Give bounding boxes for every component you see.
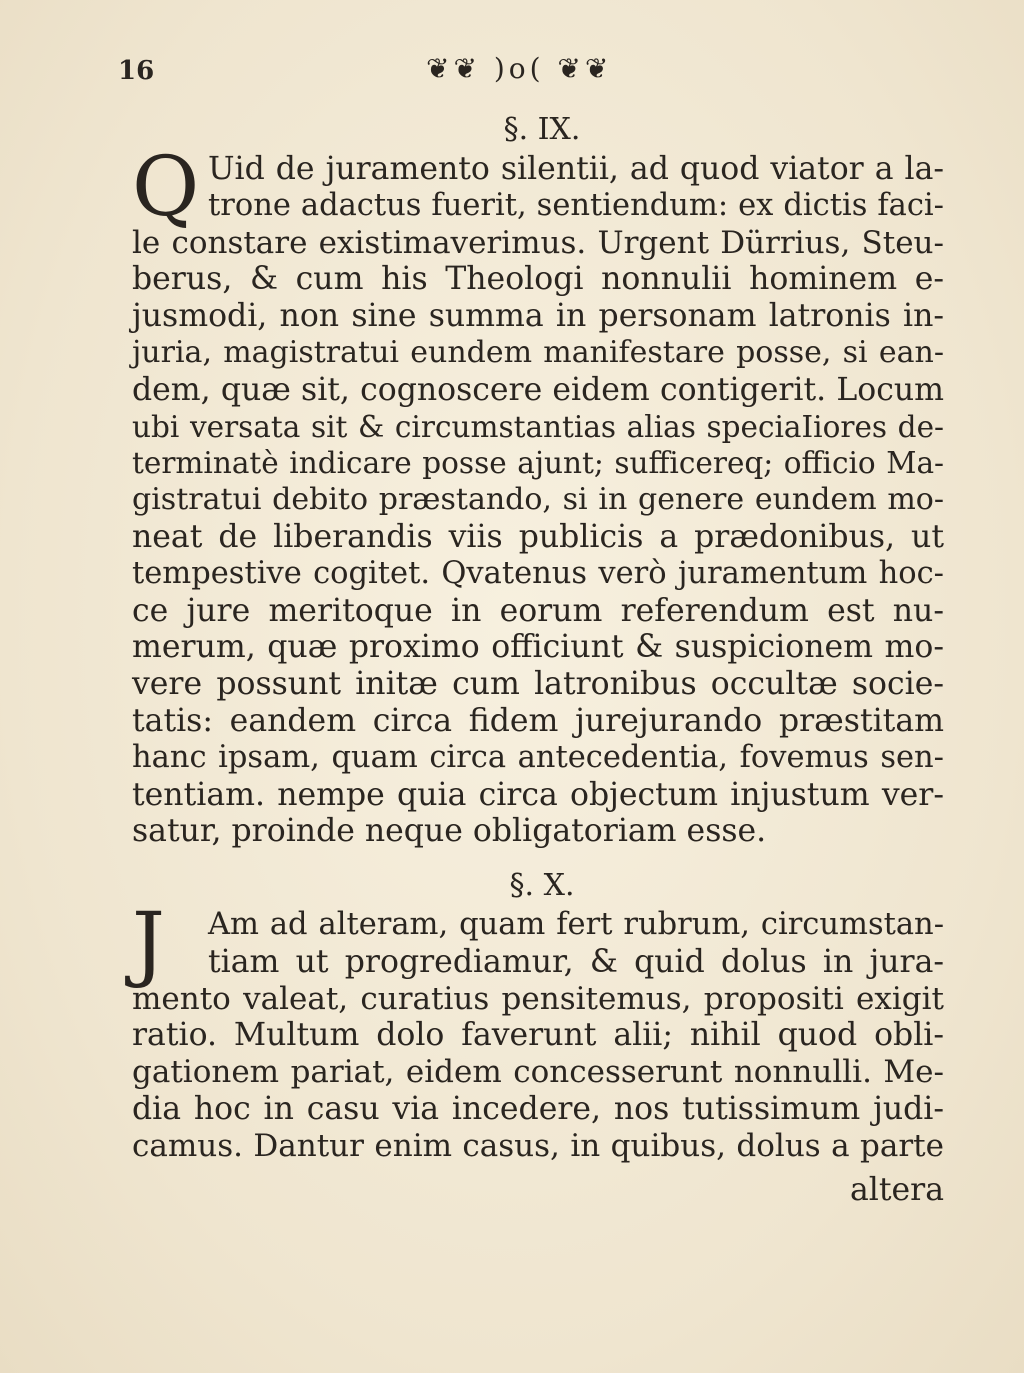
text-line: merum, quæ proximo officiunt & suspicionem mo- [132, 629, 944, 666]
text-line: gistratui debito præstando, si in genere eundem mo- [132, 482, 944, 518]
paragraph-section-ix [132, 140, 944, 850]
paragraph-section-x [132, 896, 944, 1165]
text-line: dia hoc in casu via incedere, nos tutissimum judi- [132, 1090, 944, 1127]
text-line: trone adactus fuerit, sentiendum: ex dictis faci- [208, 187, 944, 223]
text-line: jusmodi, non sine summa in personam latronis in- [132, 298, 944, 335]
text-line: ratio. Multum dolo faverunt alii; nihil quod obli- [132, 1017, 944, 1054]
text-line: vere possunt initæ cum latronibus occultæ socie- [132, 666, 944, 703]
section-heading-x: §. X. [509, 868, 575, 903]
text-line: dem, quæ sit, cognoscere eidem contigerit. Locum [132, 371, 944, 408]
text-line: juria, magistratui eundem manifestare posse, si ean- [132, 334, 944, 370]
text-line: le constare existimaverimus. Urgent Dürrius, Steu- [132, 224, 944, 261]
text-line: tiam ut progrediamur, & quid dolus in jura- [208, 943, 944, 980]
text-line: satur, proinde neque obligatoriam esse. [132, 813, 767, 850]
drop-cap-j: J [132, 896, 165, 991]
header-ornament: ❦❦ )o( ❦❦ [426, 52, 613, 85]
text-line: tatis: eandem circa fidem jurejurando præstitam [132, 702, 944, 739]
text-line: hanc ipsam, quam circa antecedentia, fovemus sen- [132, 739, 944, 775]
running-head [118, 52, 678, 92]
text-line: Uid de juramento silentii, ad quod viator a la- [208, 151, 944, 187]
page-number: 16 [118, 56, 155, 86]
drop-cap-q: Q [132, 140, 200, 235]
text-line: terminatè indicare posse ajunt; sufficereq; officio Ma- [132, 446, 944, 481]
text-line: camus. Dantur enim casus, in quibus, dolus a parte [132, 1127, 944, 1164]
text-line: Am ad alteram, quam fert rubrum, circumstan- [208, 907, 944, 942]
text-line: berus, & cum his Theologi nonnulii hominem e- [132, 261, 944, 298]
text-line: gationem pariat, eidem concesserunt nonnulli. Me- [132, 1054, 944, 1091]
text-line: mento valeat, curatius pensitemus, propositi exigit [132, 980, 944, 1017]
section-heading-ix: §. IX. [503, 112, 581, 147]
text-line: tentiam. nempe quia circa objectum injustum ver- [132, 776, 944, 813]
catchword: altera [850, 1172, 944, 1208]
text-line: neat de liberandis viis publicis a prædonibus, ut [132, 518, 944, 555]
text-line: ubi versata sit & circumstantias alias speciaIiores de- [132, 409, 944, 444]
text-line: ce jure meritoque in eorum referendum est nu- [132, 592, 944, 629]
text-line: tempestive cogitet. Qvatenus verò juramentum hoc- [132, 555, 944, 591]
